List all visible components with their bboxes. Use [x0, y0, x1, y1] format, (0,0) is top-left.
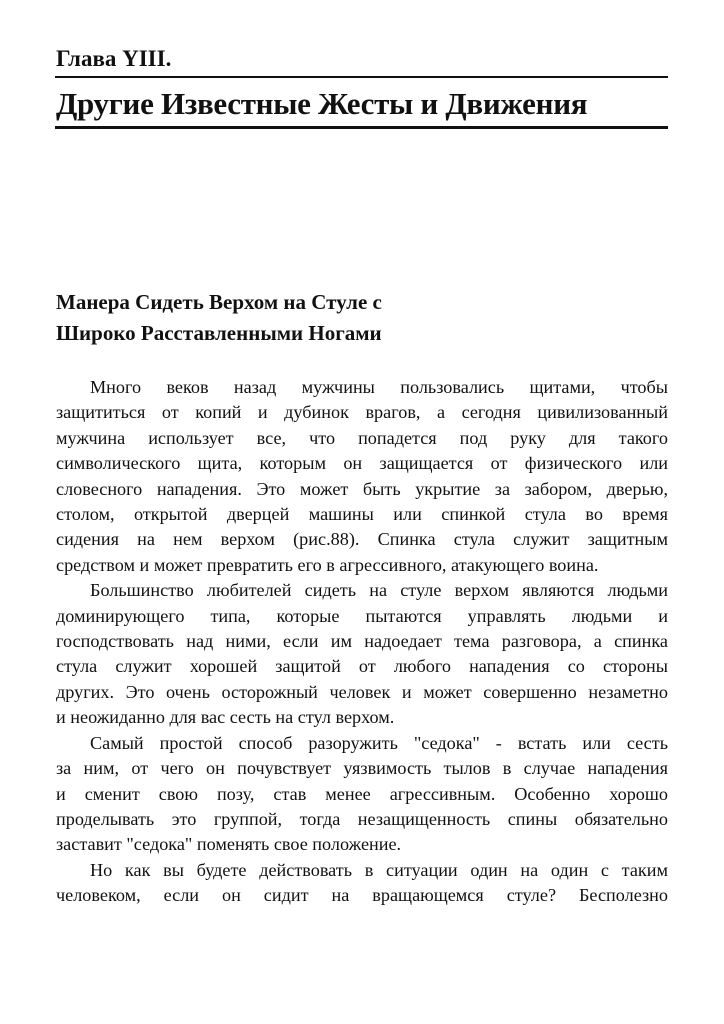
- paragraph: [56, 578, 668, 730]
- paragraph: [56, 731, 668, 858]
- chapter-title: Другие Известные Жесты и Движения: [56, 86, 588, 121]
- text-line: символического щита, которым он защищается от физического или: [56, 453, 668, 474]
- text-line: проделывать это группой, тогда незащищенность спины обязательно: [56, 808, 668, 829]
- text-line: словесного нападения. Это может быть укрытие за забором, дверью,: [56, 478, 668, 499]
- text-line: средством и может превратить его в агрессивного, атакующего воина.: [56, 554, 599, 575]
- text-line: других. Это очень осторожный человек и может совершенно незаметно: [56, 681, 668, 702]
- text-line: человеком, если он сидит на вращающемся стуле? Бесполезно: [56, 885, 668, 906]
- paragraph: [56, 858, 668, 909]
- text-line: за ним, от чего он почувствует уязвимость тылов в случае нападения: [56, 758, 668, 779]
- section-heading-line: Манера Сидеть Верхом на Стуле с: [56, 290, 382, 314]
- chapter-label: Глава YIII.: [56, 46, 172, 71]
- text-line: мужчина использует все, что попадется под руку для такого: [56, 427, 668, 448]
- section-heading-line: Широко Расставленными Ногами: [56, 321, 382, 345]
- section-heading: [56, 287, 382, 349]
- text-line: заставит "седока" поменять свое положение.: [56, 834, 402, 855]
- text-line: Самый простой способ разоружить "седока" - встать или сесть: [90, 732, 668, 753]
- text-line: господствовать над ними, если им надоедает тема разговора, а спинка: [56, 631, 668, 652]
- chapter-rule: [55, 76, 668, 78]
- text-line: защититься от копий и дубинок врагов, а сегодня цивилизованный: [56, 402, 668, 423]
- text-line: и сменит свою позу, став менее агрессивным. Особенно хорошо: [56, 783, 668, 804]
- text-line: столом, открытой дверцей машины или спинкой стула во время: [56, 504, 668, 525]
- text-line: Много веков назад мужчины пользовались щитами, чтобы: [90, 377, 668, 397]
- paragraph: [56, 375, 668, 578]
- text-line: стула служит хорошей защитой от любого нападения со стороны: [56, 656, 668, 677]
- title-rule: [55, 126, 668, 129]
- text-line: сидения на нем верхом (рис.88). Спинка стула служит защитным: [56, 529, 668, 550]
- text-line: Большинство любителей сидеть на стуле верхом являются людьми: [90, 580, 668, 601]
- text-line: Но как вы будете действовать в ситуации один на один с таким: [90, 859, 668, 880]
- body-text: [56, 375, 668, 909]
- text-line: и неожиданно для вас сесть на стул верхом.: [56, 707, 395, 728]
- text-line: доминирующего типа, которые пытаются управлять людьми и: [56, 605, 668, 626]
